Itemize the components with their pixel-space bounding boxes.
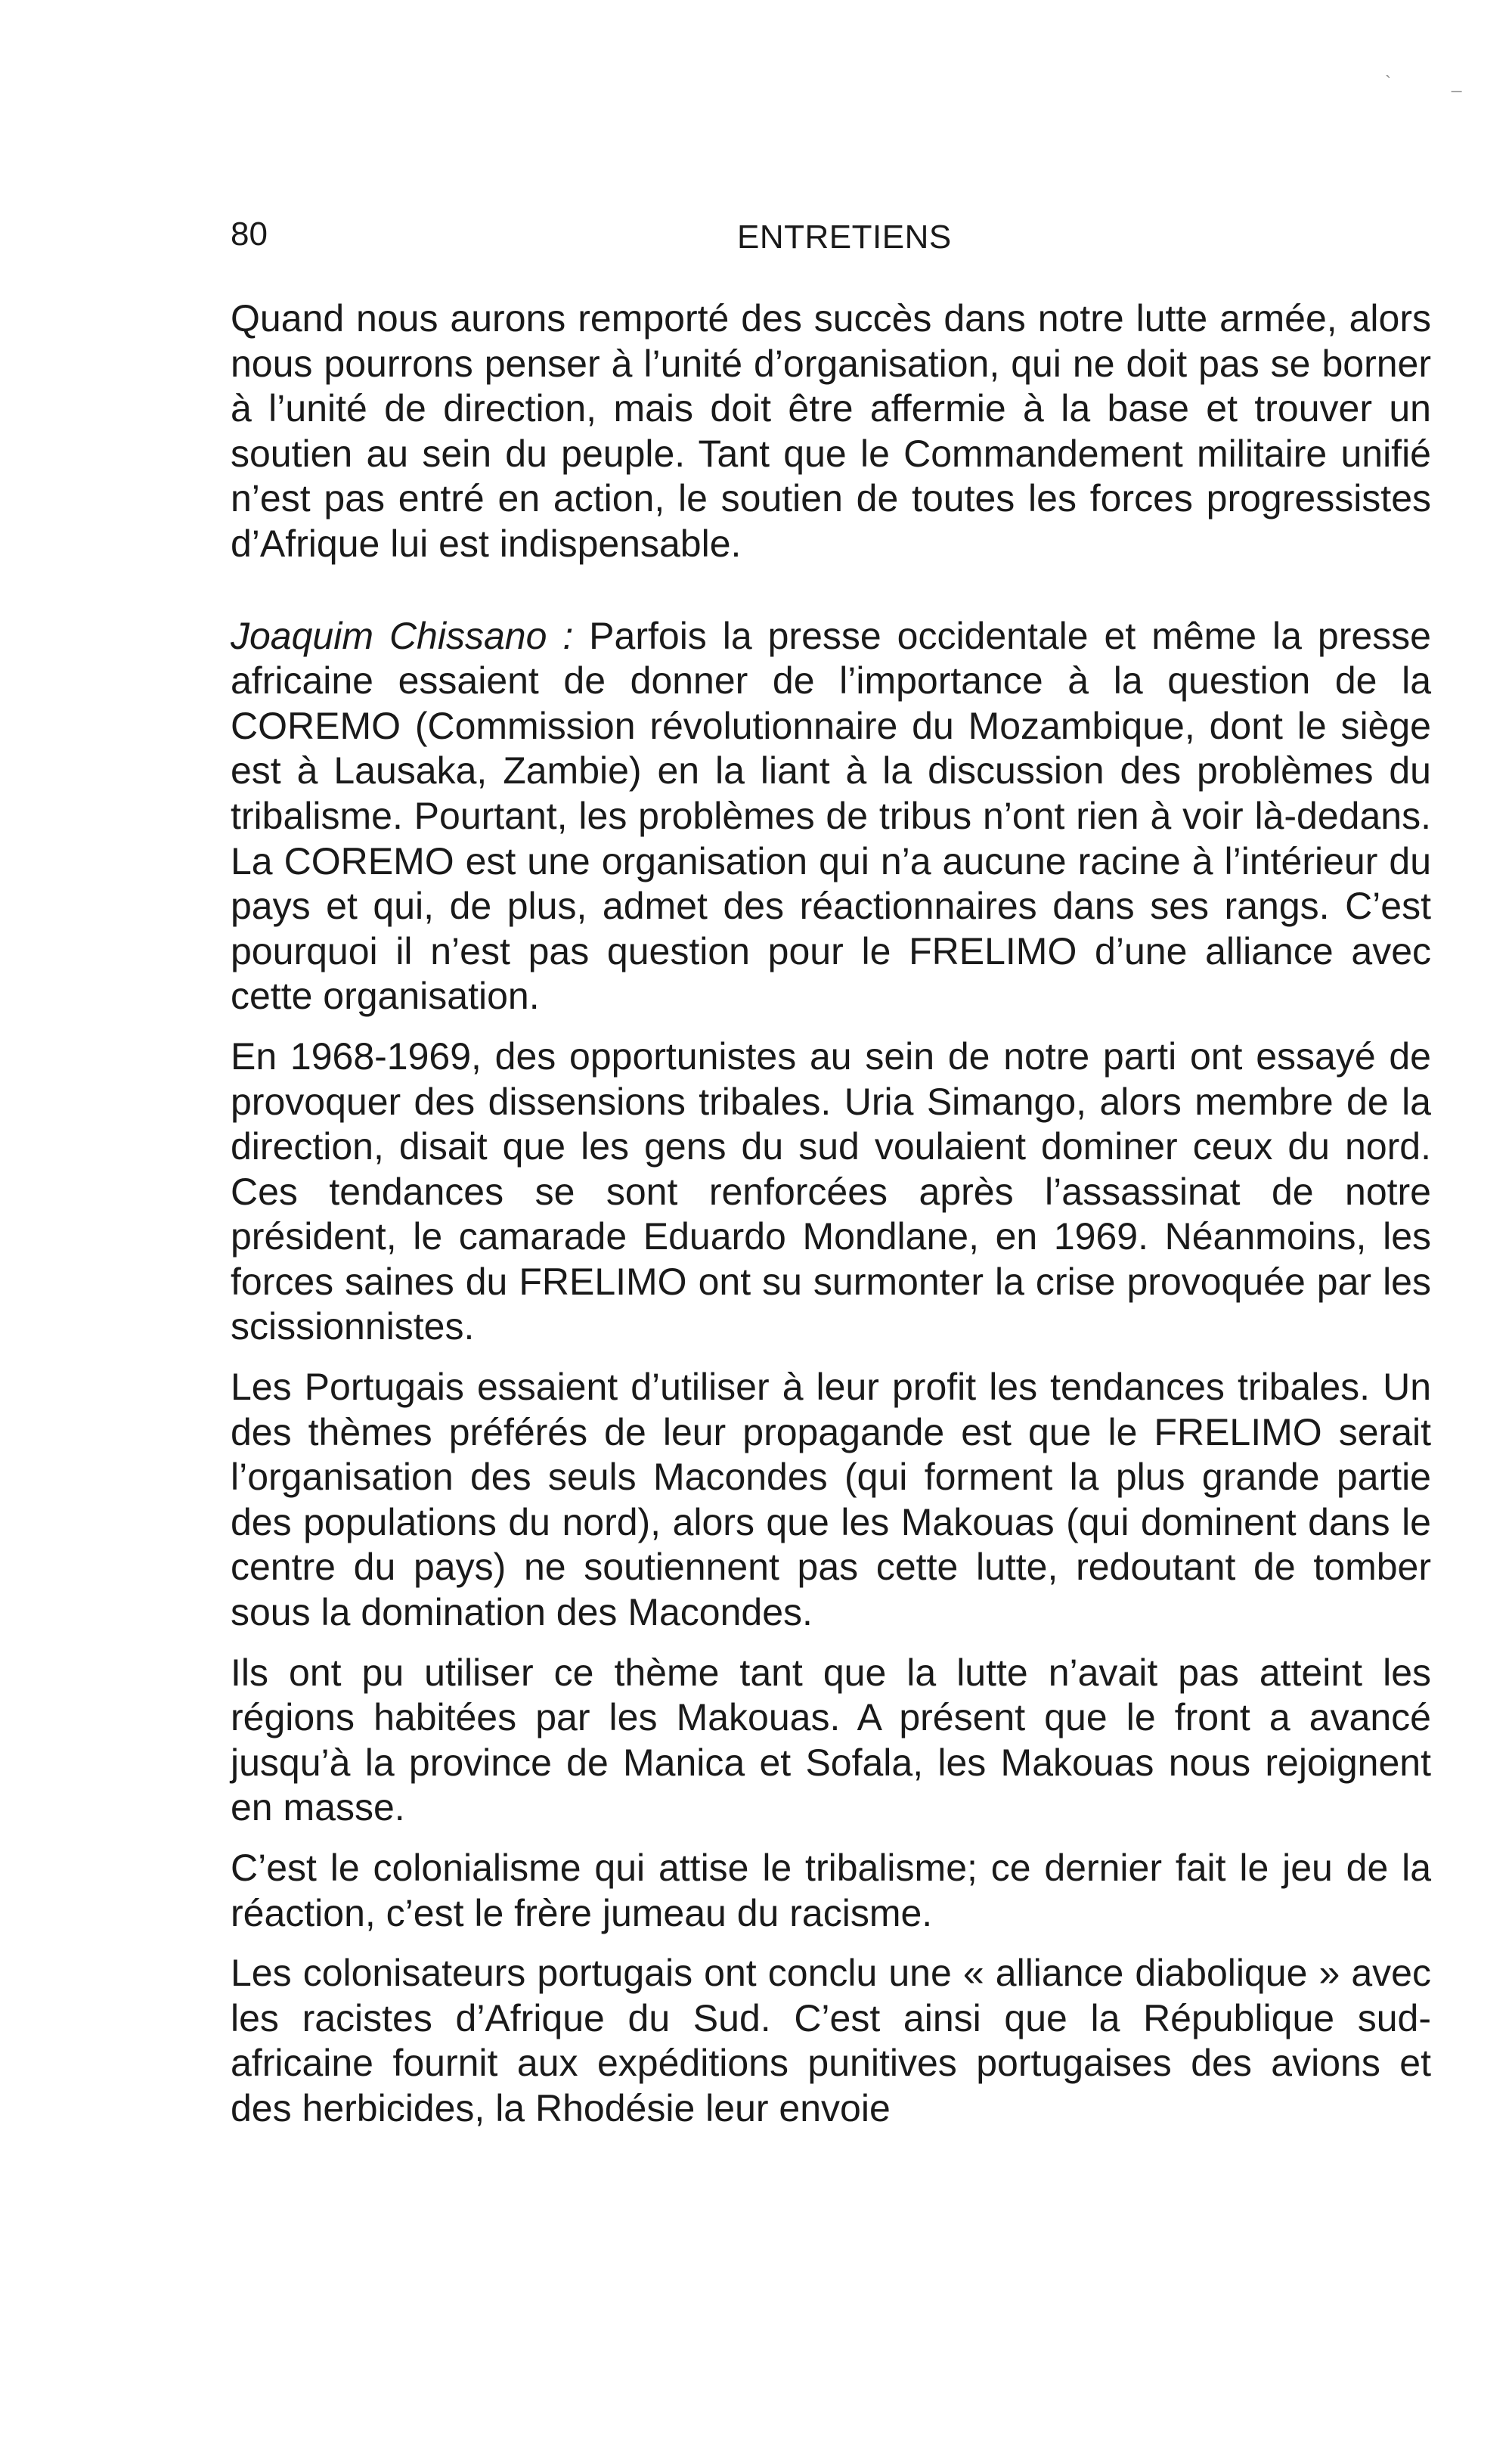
paragraph-text: Les Portugais essaient d’utiliser à leur profit les tendances tribales. Un des thèmes préférés de leur propagande est que le FRELIMO serait l’organisation des seuls Macondes (qui forment la plus grande partie des populations du nord), alors que les Makouas (qui dominent dans le centre du pays) ne soutiennent pas cette lutte, redoutant de tomber sous la domination des Macondes.: [231, 1366, 1431, 1634]
scan-speck: _: [1452, 73, 1462, 93]
paragraph: [231, 1846, 1431, 1936]
paragraph-text: Ils ont pu utiliser ce thème tant que la lutte n’avait pas atteint les régions habitées par les Makouas. A présent que le front a avancé jusqu’à la province de Manica et Sofala, les Makouas nous rejoignent en masse.: [231, 1651, 1431, 1829]
page-number: 80: [231, 216, 268, 253]
paragraph: [231, 1034, 1431, 1350]
paragraph: [231, 614, 1431, 1019]
paragraph: [231, 1365, 1431, 1636]
paragraph-text: Parfois la presse occidentale et même la presse africaine essaient de donner de l’importance à la question de la COREMO (Commission révolutionnaire du Mozambique, dont le siège est à Lausaka, Zambie) en la liant à la discussion des problèmes du tribalisme. Pourtant, les problèmes de tribus n’ont rien à voir là-dedans. La COREMO est une organisation qui n’a aucune racine à l’intérieur du pays et qui, de plus, admet des réactionnaires dans ses rangs. C’est pourquoi il n’est pas question pour le FRELIMO d’une alliance avec cette organisation.: [231, 614, 1431, 1018]
speaker-name: Joaquim Chissano :: [231, 614, 574, 657]
paragraph-text: Quand nous aurons remporté des succès dans notre lutte armée, alors nous pourrons penser à l’unité d’organisation, qui ne doit pas se borner à l’unité de direction, mais doit être affermie à la base et trouver un soutien au sein du peuple. Tant que le Commandement militaire unifié n’est pas entré en action, le soutien de toutes les forces progressistes d’Afrique lui est indispensable.: [231, 297, 1431, 565]
paragraph: [231, 1951, 1431, 2131]
paragraph: [231, 1651, 1431, 1831]
running-title: ENTRETIENS: [737, 219, 952, 256]
paragraph-text: Les colonisateurs portugais ont conclu une « alliance diabolique » avec les racistes d’Afrique du Sud. C’est ainsi que la République sud-africaine fournit aux expéditions punitives portugaises des avions et des herbicides, la Rhodésie leur envoie: [231, 1952, 1431, 2129]
scan-speck: `: [1385, 73, 1391, 93]
paragraph-text: En 1968-1969, des opportunistes au sein de notre parti ont essayé de provoquer des dissensions tribales. Uria Simango, alors membre de la direction, disait que les gens du sud voulaient dominer ceux du nord. Ces tendances se sont renforcées après l’assassinat de notre président, le camarade Eduardo Mondlane, en 1969. Néanmoins, les forces saines du FRELIMO ont su surmonter la crise provoquée par les scissionnistes.: [231, 1034, 1431, 1348]
paragraph-text: C’est le colonialisme qui attise le tribalisme; ce dernier fait le jeu de la réaction, c’est le frère jumeau du racisme.: [231, 1847, 1431, 1934]
paragraph: [231, 296, 1431, 567]
body-text: [231, 296, 1431, 2132]
